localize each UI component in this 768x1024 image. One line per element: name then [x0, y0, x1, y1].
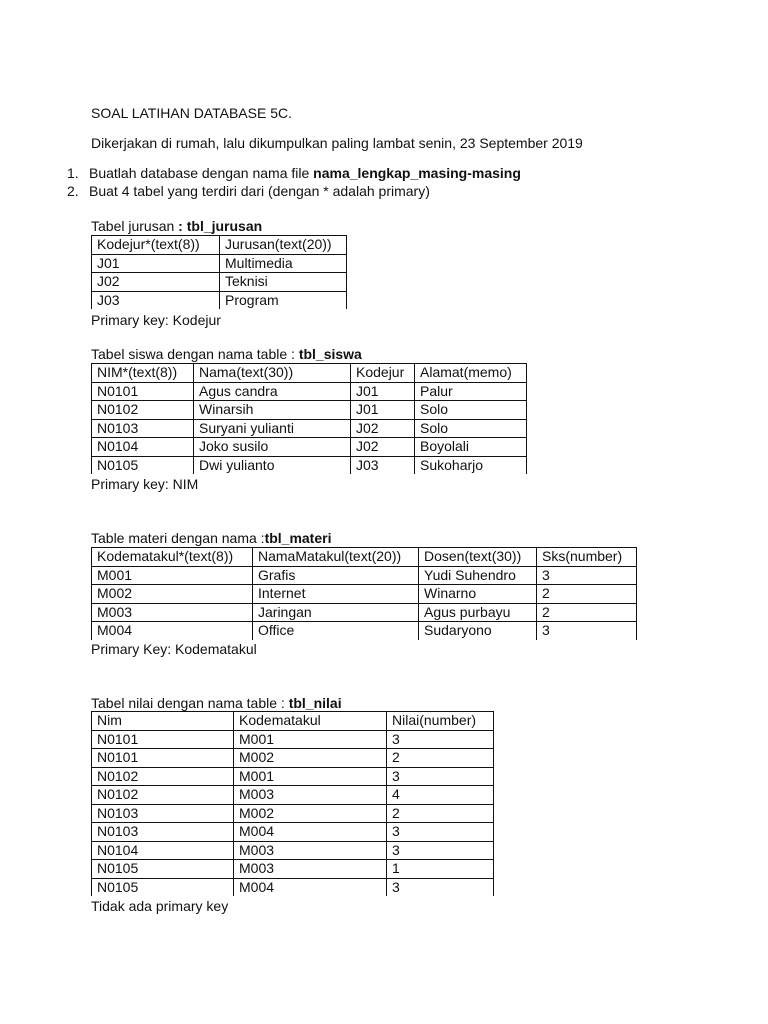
table-cell: N0101 [92, 382, 194, 401]
table-cell: Boyolali [415, 438, 527, 457]
table-cell: N0102 [92, 401, 194, 420]
table-cell: N0103 [92, 823, 234, 842]
table-row [92, 291, 347, 309]
table-cell: Palur [415, 382, 527, 401]
table-cell: J03 [92, 291, 220, 309]
table-cell: Solo [415, 419, 527, 438]
table-row [92, 622, 637, 640]
table-row [92, 401, 527, 420]
table-cell: 3 [537, 622, 637, 640]
table-caption-materi [91, 529, 331, 547]
table-header-row [92, 236, 347, 255]
table-cell: M003 [234, 860, 387, 879]
primary-key-note-nilai: Tidak ada primary key [91, 898, 229, 914]
table-row [92, 254, 347, 273]
table-cell: N0101 [92, 730, 234, 749]
table-cell: Agus candra [194, 382, 351, 401]
table-row [92, 786, 494, 805]
table-cell: M002 [234, 749, 387, 768]
table-cell: Winarno [419, 585, 537, 604]
table-cell: Internet [253, 585, 419, 604]
table-cell: N0104 [92, 438, 194, 457]
table-jurusan [91, 235, 347, 309]
table-header-cell: Kodejur*(text(8)) [92, 236, 220, 255]
table-row [92, 860, 494, 879]
table-row [92, 878, 494, 896]
table-header-cell: Kodematakul [234, 712, 387, 731]
list-item [67, 182, 430, 200]
table-cell: 4 [387, 786, 494, 805]
table-cell: 2 [387, 749, 494, 768]
table-cell: Suryani yulianti [194, 419, 351, 438]
table-cell: M002 [92, 585, 253, 604]
list-number: 1. [67, 165, 79, 181]
table-cell: N0105 [92, 860, 234, 879]
table-cell: M001 [234, 767, 387, 786]
caption-text: Tabel siswa dengan nama table : [91, 346, 299, 362]
table-row [92, 603, 637, 622]
table-caption-siswa [91, 345, 362, 363]
table-row [92, 749, 494, 768]
table-cell: M004 [234, 823, 387, 842]
table-cell: M001 [92, 566, 253, 585]
table-header-cell: Kodejur [351, 364, 415, 383]
table-cell: J02 [351, 419, 415, 438]
primary-key-note-jurusan: Primary key: Kodejur [91, 312, 221, 328]
table-row [92, 767, 494, 786]
table-body [92, 712, 494, 897]
list-bold-text: nama_lengkap_masing-masing [313, 165, 521, 181]
table-row [92, 730, 494, 749]
table-header-cell: Nilai(number) [387, 712, 494, 731]
caption-table-name: tbl_siswa [298, 346, 362, 362]
table-nilai [91, 711, 494, 896]
list-number: 2. [67, 183, 79, 199]
table-header-row [92, 548, 637, 567]
primary-key-note-materi: Primary Key: Kodematakul [91, 641, 257, 657]
caption-text: Tabel nilai dengan nama table : [91, 695, 289, 711]
table-siswa [91, 363, 527, 474]
table-cell: M001 [234, 730, 387, 749]
table-header-cell: NamaMatakul(text(20)) [253, 548, 419, 567]
table-cell: N0103 [92, 419, 194, 438]
table-row [92, 804, 494, 823]
list-text: Buatlah database dengan nama file [89, 165, 314, 181]
table-cell: Agus purbayu [419, 603, 537, 622]
table-cell: Winarsih [194, 401, 351, 420]
table-cell: N0102 [92, 786, 234, 805]
table-cell: 2 [387, 804, 494, 823]
table-cell: M003 [92, 603, 253, 622]
table-cell: N0101 [92, 749, 234, 768]
table-body [92, 364, 527, 475]
table-cell: M002 [234, 804, 387, 823]
caption-text: Tabel jurusan [91, 218, 179, 234]
table-cell: Grafis [253, 566, 419, 585]
table-cell: 3 [537, 566, 637, 585]
table-header-cell: Nama(text(30)) [194, 364, 351, 383]
table-cell: 3 [387, 730, 494, 749]
table-cell: M003 [234, 841, 387, 860]
table-cell: Multimedia [220, 254, 347, 273]
table-header-cell: Jurusan(text(20)) [220, 236, 347, 255]
table-cell: Sukoharjo [415, 456, 527, 474]
table-materi [91, 547, 637, 640]
table-header-cell: NIM*(text(8)) [92, 364, 194, 383]
table-cell: J01 [351, 401, 415, 420]
table-cell: 1 [387, 860, 494, 879]
table-row [92, 585, 637, 604]
table-cell: Teknisi [220, 273, 347, 292]
table-row [92, 566, 637, 585]
table-header-row [92, 364, 527, 383]
table-cell: M004 [92, 622, 253, 640]
table-cell: N0102 [92, 767, 234, 786]
table-cell: Jaringan [253, 603, 419, 622]
table-cell: J01 [92, 254, 220, 273]
list-text: Buat 4 tabel yang terdiri dari (dengan * adalah primary) [89, 183, 430, 199]
table-body [92, 548, 637, 640]
table-row [92, 419, 527, 438]
table-cell: J01 [351, 382, 415, 401]
table-cell: N0105 [92, 878, 234, 896]
table-header-cell: Alamat(memo) [415, 364, 527, 383]
table-cell: N0105 [92, 456, 194, 474]
table-cell: Office [253, 622, 419, 640]
table-cell: 2 [537, 603, 637, 622]
table-row [92, 273, 347, 292]
table-header-cell: Kodematakul*(text(8)) [92, 548, 253, 567]
document-title: SOAL LATIHAN DATABASE 5C. [91, 105, 292, 121]
table-cell: J02 [351, 438, 415, 457]
table-row [92, 823, 494, 842]
table-row [92, 456, 527, 474]
table-cell: Solo [415, 401, 527, 420]
table-cell: 3 [387, 878, 494, 896]
caption-table-name: tbl_nilai [288, 695, 342, 711]
table-caption-nilai [91, 694, 342, 712]
table-cell: 3 [387, 823, 494, 842]
table-cell: N0104 [92, 841, 234, 860]
table-cell: M003 [234, 786, 387, 805]
table-cell: 3 [387, 767, 494, 786]
table-cell: M004 [234, 878, 387, 896]
primary-key-note-siswa: Primary key: NIM [91, 476, 199, 492]
list-item [67, 164, 521, 182]
caption-text: Table materi dengan nama : [91, 530, 265, 546]
caption-table-name: : tbl_jurusan [178, 218, 263, 234]
table-header-cell: Nim [92, 712, 234, 731]
table-cell: Sudaryono [419, 622, 537, 640]
table-cell: Joko susilo [194, 438, 351, 457]
table-header-cell: Dosen(text(30)) [419, 548, 537, 567]
table-row [92, 382, 527, 401]
table-header-row [92, 712, 494, 731]
table-cell: Dwi yulianto [194, 456, 351, 474]
table-caption-jurusan [91, 217, 262, 235]
table-header-cell: Sks(number) [537, 548, 637, 567]
instruction-text: Dikerjakan di rumah, lalu dikumpulkan paling lambat senin, 23 September 2019 [91, 135, 583, 151]
table-cell: Yudi Suhendro [419, 566, 537, 585]
table-body [92, 236, 347, 310]
table-row [92, 841, 494, 860]
table-cell: J02 [92, 273, 220, 292]
table-cell: J03 [351, 456, 415, 474]
table-cell: 3 [387, 841, 494, 860]
table-cell: Program [220, 291, 347, 309]
table-cell: 2 [537, 585, 637, 604]
table-cell: N0103 [92, 804, 234, 823]
table-row [92, 438, 527, 457]
caption-table-name: tbl_materi [264, 530, 332, 546]
